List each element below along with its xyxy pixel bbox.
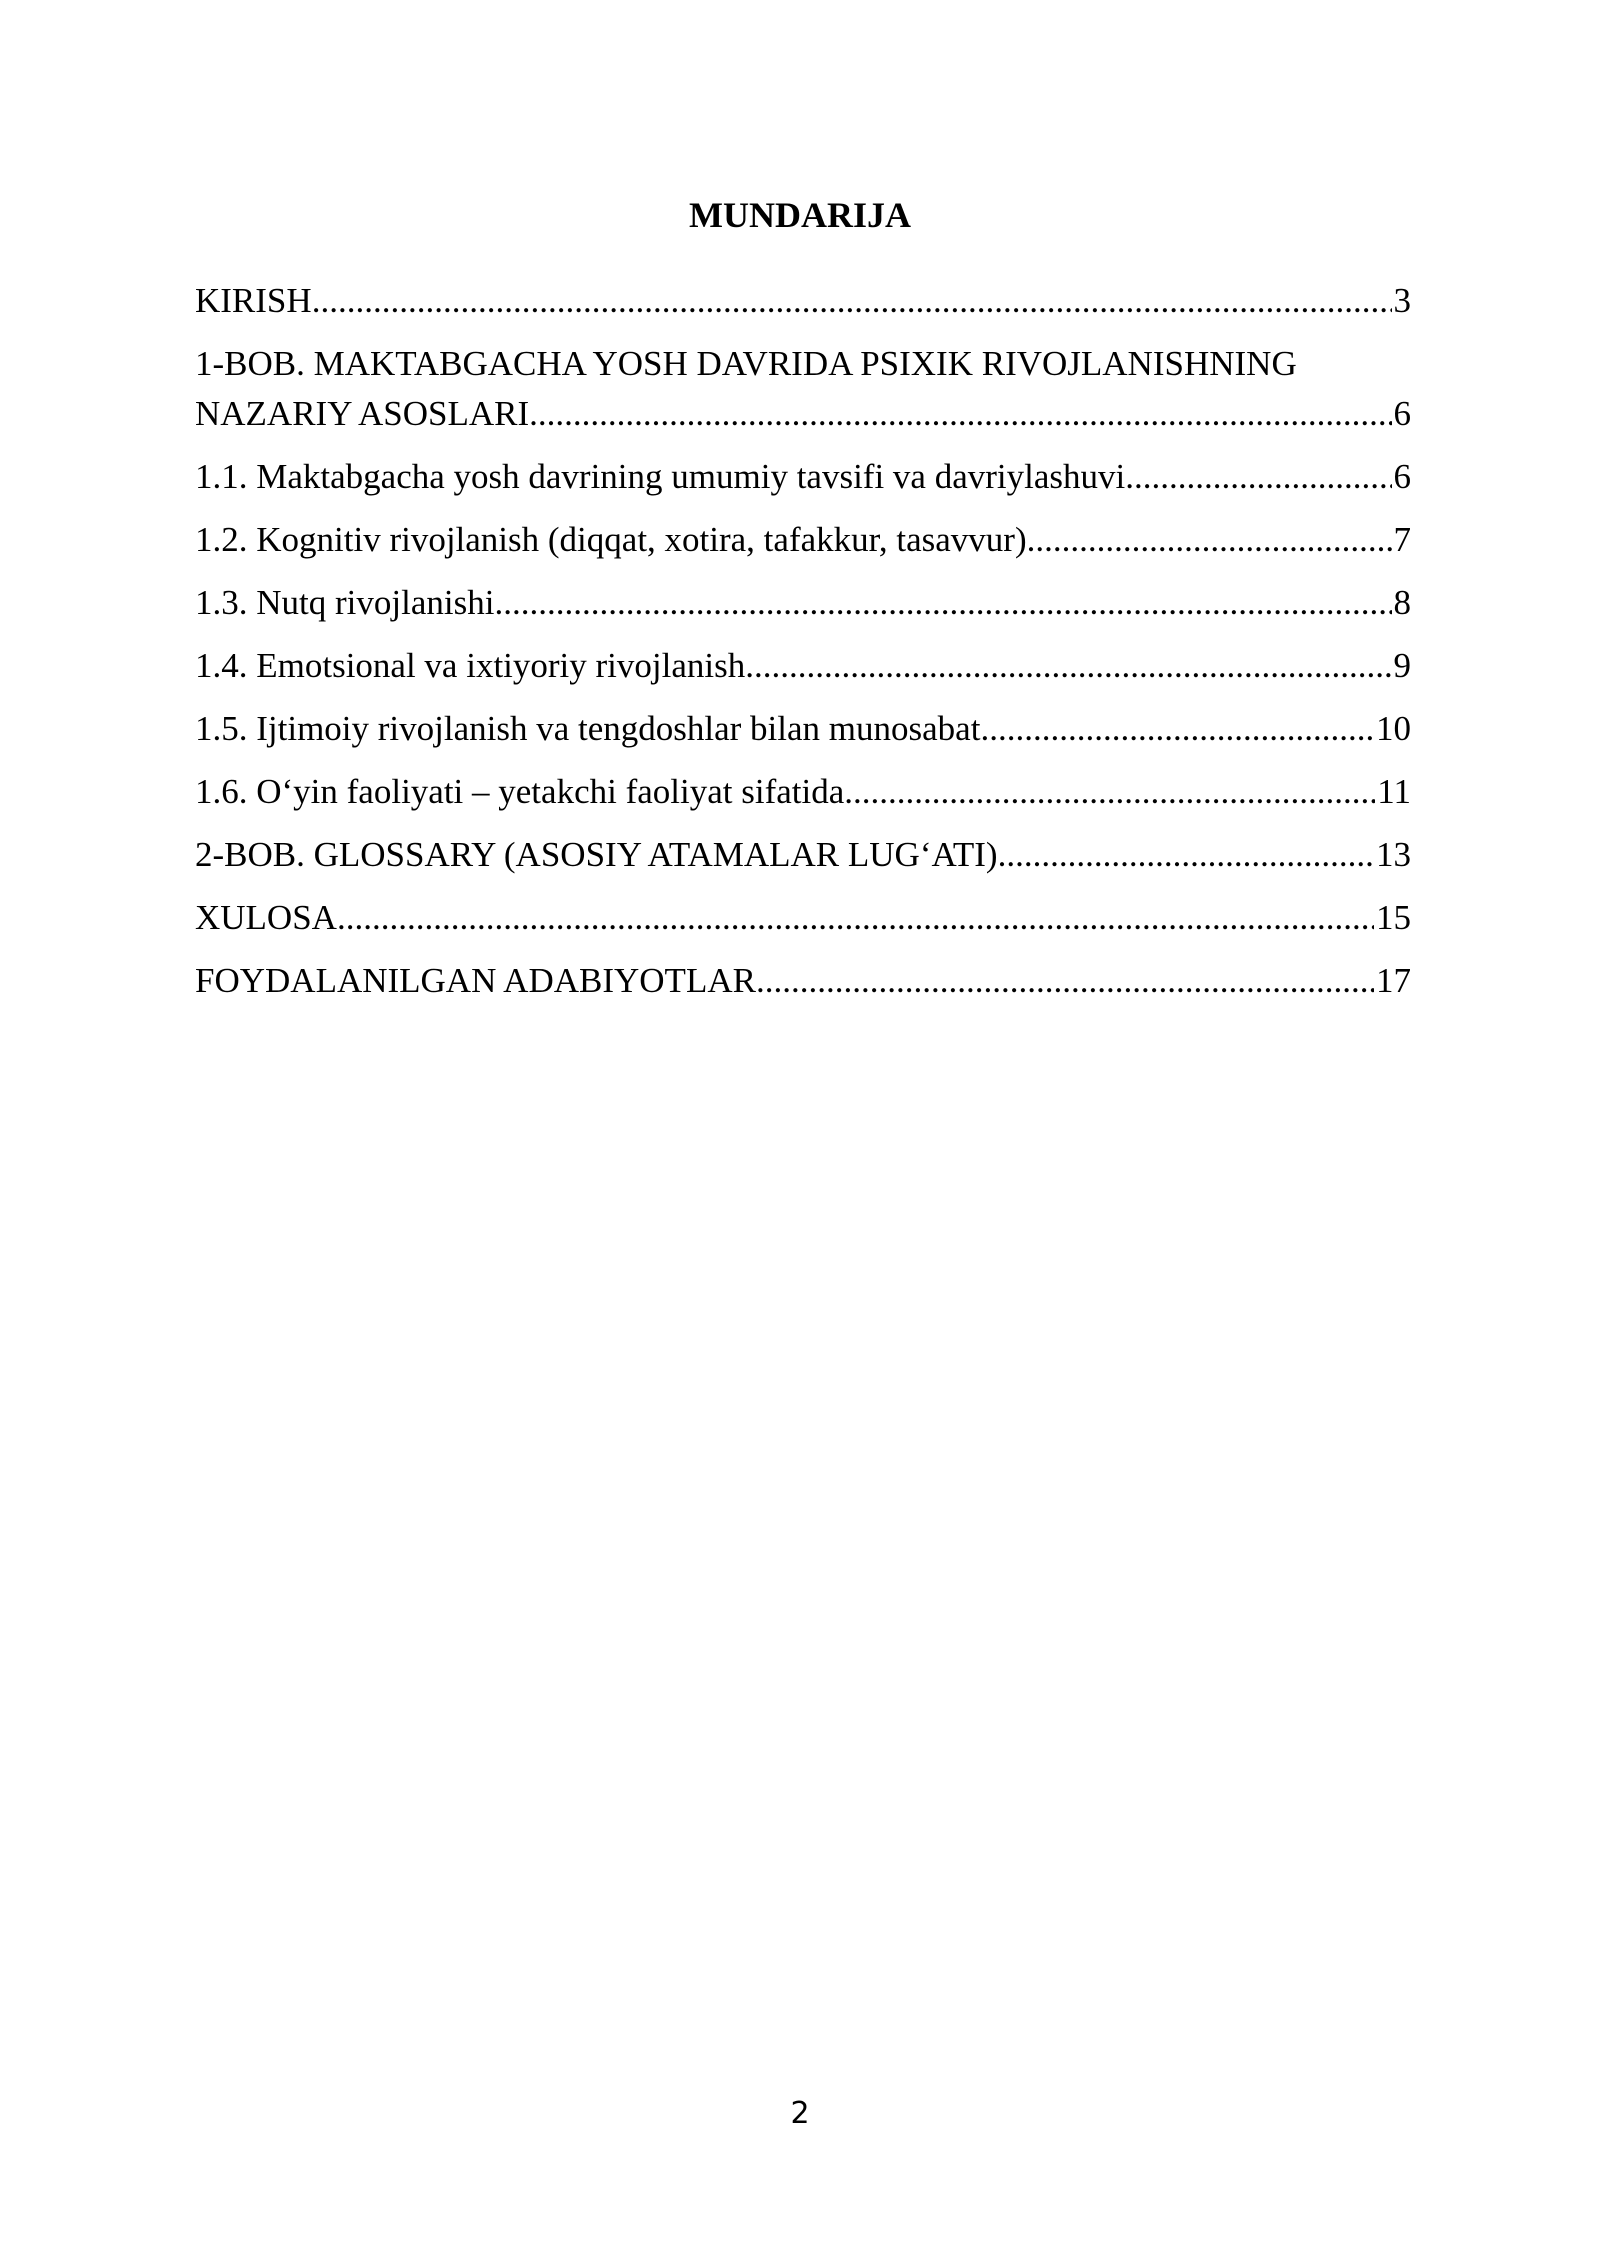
- toc-entry-label: 1.6. O‘yin faoliyati – yetakchi faoliyat sifatida: [195, 772, 845, 811]
- dot-leader: [529, 389, 1391, 439]
- toc-entry-page: 10: [1376, 709, 1411, 748]
- dot-leader: [756, 956, 1374, 1006]
- dot-leader: [1027, 515, 1392, 565]
- toc-entry-label-line1: 1-BOB. MAKTABGACHA YOSH DAVRIDA PSIXIK RIVOJLANISHNING: [195, 344, 1297, 383]
- toc-entry-page: 9: [1393, 646, 1411, 685]
- toc-entry-xulosa[interactable]: [195, 893, 1411, 943]
- toc-entry-label: 1.5. Ijtimoiy rivojlanish va tengdoshlar bilan munosabat: [195, 709, 981, 748]
- toc-entry-page: 13: [1376, 835, 1411, 874]
- dot-leader: [998, 830, 1374, 880]
- toc-title: MUNDARIJA: [689, 195, 911, 235]
- toc-entry-label: NAZARIY ASOSLARI: [195, 394, 530, 433]
- dot-leader: [312, 276, 1392, 326]
- toc-entry-label: XULOSA: [195, 898, 337, 937]
- toc-entry-page: 6: [1393, 394, 1411, 433]
- toc-entry-1-2[interactable]: [195, 515, 1411, 565]
- dot-leader: [494, 578, 1391, 628]
- toc-entry-chapter-2[interactable]: [195, 830, 1411, 880]
- toc-entry-page: 7: [1393, 520, 1411, 559]
- toc-entry-1-3[interactable]: [195, 578, 1411, 628]
- dot-leader: [1125, 452, 1391, 502]
- toc-entry-adabiyotlar[interactable]: [195, 956, 1411, 1006]
- toc-entry-1-4[interactable]: [195, 641, 1411, 691]
- dot-leader: [844, 767, 1375, 817]
- toc-entry-1-6[interactable]: [195, 767, 1411, 817]
- dot-leader: [745, 641, 1391, 691]
- toc-entry-1-5[interactable]: [195, 704, 1411, 754]
- toc-entry-page: 6: [1393, 457, 1411, 496]
- toc-entry-label: 1.3. Nutq rivojlanishi: [195, 583, 495, 622]
- toc-entry-label: FOYDALANILGAN ADABIYOTLAR: [195, 961, 756, 1000]
- toc-entry-label: 1.2. Kognitiv rivojlanish (diqqat, xotira, tafakkur, tasavvur): [195, 520, 1027, 559]
- toc-entry-page: 15: [1376, 898, 1411, 937]
- toc-entry-label: KIRISH: [195, 281, 312, 320]
- page-number: 2: [790, 2096, 810, 2131]
- toc-entry-page: 8: [1393, 583, 1411, 622]
- toc-entry-label: 1.1. Maktabgacha yosh davrining umumiy tavsifi va davriylashuvi: [195, 457, 1126, 496]
- table-of-contents: [195, 276, 1411, 1019]
- toc-entry-chapter-1[interactable]: [195, 339, 1411, 439]
- toc-entry-kirish[interactable]: [195, 276, 1411, 326]
- toc-entry-page: 11: [1377, 772, 1411, 811]
- toc-entry-page: 3: [1393, 281, 1411, 320]
- toc-entry-label: 1.4. Emotsional va ixtiyoriy rivojlanish: [195, 646, 746, 685]
- toc-entry-1-1[interactable]: [195, 452, 1411, 502]
- toc-entry-page: 17: [1376, 961, 1411, 1000]
- dot-leader: [980, 704, 1374, 754]
- dot-leader: [337, 893, 1374, 943]
- toc-entry-label: 2-BOB. GLOSSARY (ASOSIY ATAMALAR LUG‘ATI): [195, 835, 998, 874]
